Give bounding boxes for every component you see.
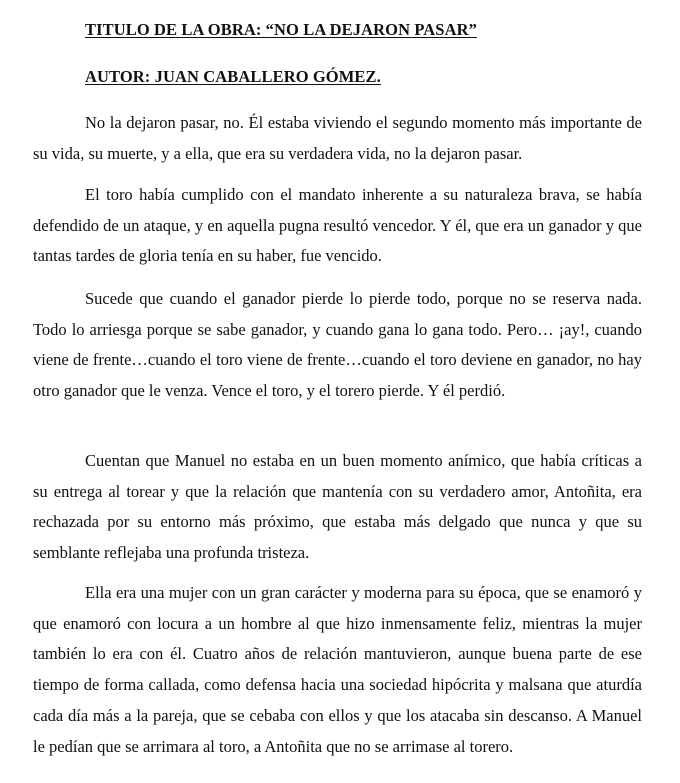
paragraph-4: Cuentan que Manuel no estaba en un buen momento anímico, que había críticas a su entrega al torear y que la relación que mantenía con su verdadero amor, Antoñita, era rechazada por su entorno más próximo, que estaba más delgado que nunca y que su semblante reflejaba una profunda tristeza. — [33, 451, 642, 563]
document-author: AUTOR: JUAN CABALLERO GÓMEZ. — [85, 67, 381, 86]
paragraph-3: Sucede que cuando el ganador pierde lo pierde todo, porque no se reserva nada. Todo lo arriesga porque se sabe ganador, y cuando gana lo gana todo. Pero… ¡ay!, cuando viene de frente…cuando el toro viene de frente…cuando el toro deviene en ganador, no hay otro ganador que le venza. Vence el toro, y el torero pierde. Y él perdió. — [33, 289, 642, 401]
paragraph-5: Ella era una mujer con un gran carácter y moderna para su época, que se enamoró y que enamoró con locura a un hombre al que hizo inmensamente feliz, mientras la mujer también lo era con él. Cuatro años de relación mantuvieron, aunque buena parte de ese tiempo de forma callada, como defensa hacia una sociedad hipócrita y malsana que aturdía cada día más a la pareja, que se cebaba con ellos y que los atacaba sin descanso. A Manuel le pedían que se arrimara al toro, a Antoñita que no se arrimase al torero. — [33, 583, 642, 756]
document-title: TITULO DE LA OBRA: “NO LA DEJARON PASAR” — [85, 20, 477, 39]
paragraph-2: El toro había cumplido con el mandato inherente a su naturaleza brava, se había defendido de un ataque, y en aquella pugna resultó vencedor. Y él, que era un ganador y que tantas tardes de gloria tenía en su haber, fue vencido. — [33, 185, 642, 266]
paragraph-1: No la dejaron pasar, no. Él estaba viviendo el segundo momento más importante de su vida, su muerte, y a ella, que era su verdadera vida, no la dejaron pasar. — [33, 113, 642, 163]
